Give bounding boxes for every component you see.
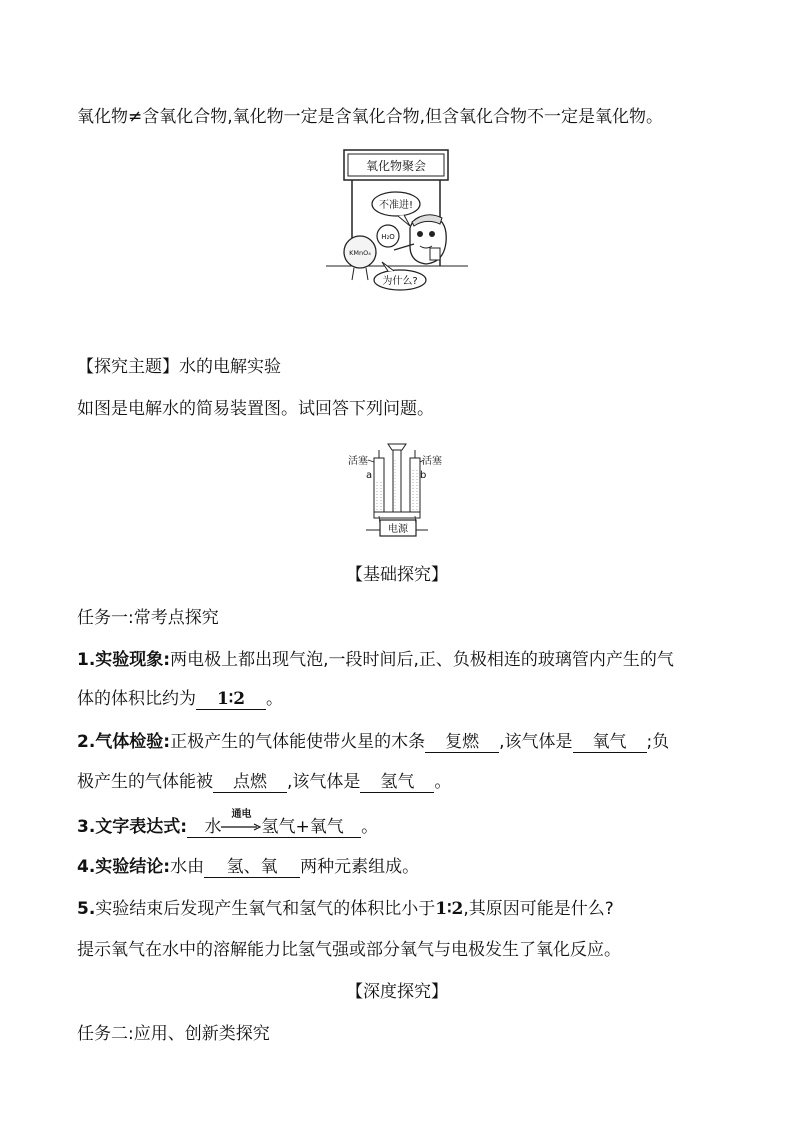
q1-end: 。 — [266, 689, 283, 709]
q5-text1: 实验结束后发现产生氧气和氢气的体积比小于 — [95, 899, 436, 919]
q1-head: 实验现象: — [95, 650, 171, 670]
intro-text: 氧化物≠含氧化合物,氧化物一定是含氧化合物,但含氧化合物不一定是氧化物。 — [77, 107, 664, 127]
q2-text2: ,该气体是 — [499, 732, 573, 752]
q2-answer2-blank: 氧气 — [573, 732, 647, 753]
label-mark-b: b — [420, 470, 427, 481]
topic-bracket-label: 【探究主题】 — [77, 357, 179, 377]
q3-head: 文字表达式: — [95, 817, 188, 837]
q5-hint: 提示氧气在水中的溶解能力比氢气强或部分氧气与电极发生了氧化反应。 — [77, 940, 621, 960]
label-stopcock-left: 活塞 — [348, 456, 368, 467]
q2-text3: ;负 — [646, 732, 670, 752]
q2-text1: 正极产生的气体能使带火星的木条 — [170, 732, 426, 752]
cartoon-sign-text: 氧化物聚会 — [365, 159, 427, 173]
q3-condition: 通电 — [231, 809, 252, 820]
q2-text4: 极产生的气体能被 — [77, 772, 213, 792]
q1-line1 — [77, 649, 674, 671]
q2-number: 2. — [77, 732, 96, 752]
q3-reactant: 水 — [204, 817, 222, 837]
q2-answer1-blank: 复燃 — [425, 732, 499, 753]
topic-heading — [77, 356, 281, 378]
oxide-party-cartoon — [322, 146, 472, 292]
q4-answer-blank: 氢、氧 — [204, 857, 300, 878]
q5-text2: ,其原因可能是什么? — [463, 899, 614, 919]
q2-answer4-blank: 氢气 — [360, 772, 434, 793]
topic-title: 水的电解实验 — [179, 357, 281, 377]
q1-number: 1. — [77, 650, 96, 670]
cartoon-speech-why: 为什么? — [382, 276, 418, 287]
q1-text1: 两电极上都出现气泡,一段时间后,正、负极相连的玻璃管内产生的气 — [170, 650, 674, 670]
section-deep-heading: 【深度探究】 — [346, 982, 448, 1002]
q4-text2: 两种元素组成。 — [300, 857, 420, 877]
question-intro: 如图是电解水的简易装置图。试回答下列问题。 — [77, 399, 434, 419]
task2-heading: 任务二:应用、创新类探究 — [77, 1024, 270, 1044]
q2-head: 气体检验: — [95, 732, 171, 752]
q4-head: 实验结论: — [95, 857, 171, 877]
q3-end: 。 — [361, 817, 379, 837]
q3-reaction-arrow — [221, 809, 261, 837]
q3-line — [77, 809, 379, 838]
label-power-source: 电源 — [388, 524, 408, 535]
q1-text2: 体的体积比约为 — [77, 689, 196, 709]
q1-line2 — [77, 688, 283, 710]
label-mark-a: a — [366, 470, 373, 481]
q2-end: 。 — [434, 772, 452, 792]
q2-text5: ,该气体是 — [287, 772, 361, 792]
label-stopcock-right: 活塞 — [422, 456, 442, 467]
q2-answer3-blank: 点燃 — [213, 772, 287, 793]
q4-text1: 水由 — [170, 857, 205, 877]
cartoon-ball-kmno4: KMnO₄ — [349, 249, 371, 257]
q2-line2 — [77, 771, 451, 793]
cartoon-ball-water: H₂O — [381, 233, 395, 241]
q3-number: 3. — [77, 817, 96, 837]
q5-ratio: 1∶2 — [435, 899, 464, 919]
q4-line — [77, 856, 419, 878]
section-basic-heading: 【基础探究】 — [346, 565, 448, 585]
q3-products: 氢气+氧气 — [261, 817, 344, 837]
q1-answer-blank: 1∶2 — [196, 689, 266, 710]
q3-equation-blank — [187, 809, 361, 838]
task1-heading: 任务一:常考点探究 — [77, 608, 219, 628]
electrolysis-apparatus — [344, 440, 450, 540]
q5-number: 5. — [77, 899, 96, 919]
cartoon-speech-stop: 不准进! — [378, 200, 414, 211]
q2-line1 — [77, 731, 669, 753]
q5-line — [77, 898, 614, 920]
q4-number: 4. — [77, 857, 96, 877]
